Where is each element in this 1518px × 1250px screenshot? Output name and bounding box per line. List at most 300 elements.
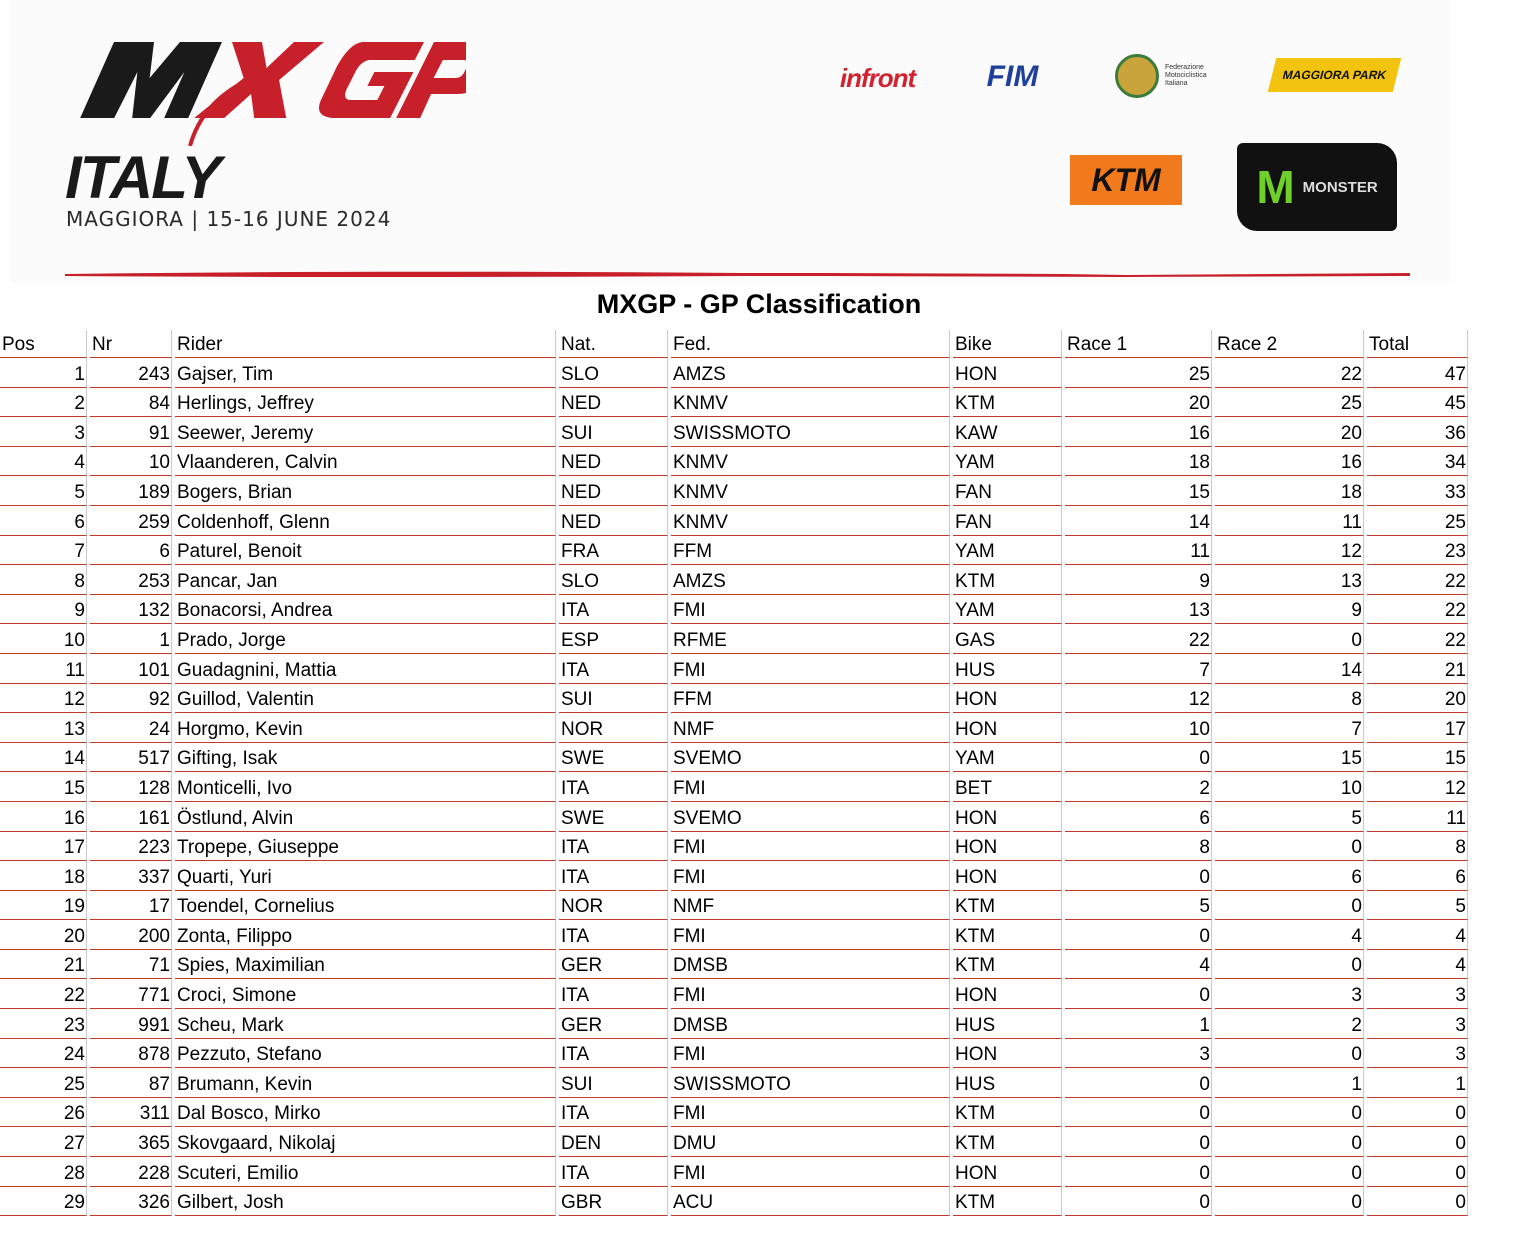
rider-cell: Seewer, Jeremy [175, 417, 556, 447]
pos-cell: 28 [0, 1157, 87, 1187]
nation-cell: GER [559, 950, 668, 980]
rider-cell: Toendel, Cornelius [175, 891, 556, 921]
rider-cell: Spies, Maximilian [175, 950, 556, 980]
federation-cell: AMZS [671, 565, 950, 595]
number-cell: 71 [90, 950, 172, 980]
total-cell: 3 [1367, 1009, 1468, 1039]
federation-cell: FMI [671, 979, 950, 1009]
number-cell: 10 [90, 447, 172, 477]
table-row [0, 1039, 1468, 1069]
number-cell: 1 [90, 624, 172, 654]
federation-cell: KNMV [671, 388, 950, 418]
race1-cell: 0 [1065, 1068, 1212, 1098]
pos-cell: 9 [0, 595, 87, 625]
nation-cell: ITA [559, 1098, 668, 1128]
table-row [0, 743, 1468, 773]
table-row [0, 654, 1468, 684]
pos-cell: 20 [0, 920, 87, 950]
federation-cell: KNMV [671, 506, 950, 536]
race2-cell: 18 [1215, 476, 1364, 506]
race2-cell: 0 [1215, 950, 1364, 980]
column-header: Race 2 [1215, 330, 1364, 358]
race2-cell: 11 [1215, 506, 1364, 536]
federation-cell: NMF [671, 713, 950, 743]
nation-cell: SUI [559, 417, 668, 447]
federation-cell: FFM [671, 684, 950, 714]
table-row [0, 1157, 1468, 1187]
bike-cell: YAM [953, 536, 1062, 566]
race2-cell: 0 [1215, 1039, 1364, 1069]
race2-cell: 25 [1215, 388, 1364, 418]
bike-cell: KAW [953, 417, 1062, 447]
table-row [0, 358, 1468, 388]
pos-cell: 22 [0, 979, 87, 1009]
table-row [0, 595, 1468, 625]
pos-cell: 8 [0, 565, 87, 595]
bike-cell: HON [953, 1039, 1062, 1069]
number-cell: 223 [90, 832, 172, 862]
total-cell: 0 [1367, 1127, 1468, 1157]
number-cell: 92 [90, 684, 172, 714]
table-row [0, 536, 1468, 566]
banner-divider-stripe [65, 270, 1410, 278]
monster-claw-icon: M [1256, 161, 1295, 213]
rider-cell: Herlings, Jeffrey [175, 388, 556, 418]
number-cell: 87 [90, 1068, 172, 1098]
table-row [0, 447, 1468, 477]
federation-cell: FMI [671, 654, 950, 684]
total-cell: 34 [1367, 447, 1468, 477]
nation-cell: GER [559, 1009, 668, 1039]
page-title: MXGP - GP Classification [596, 289, 922, 319]
nation-cell: SWE [559, 802, 668, 832]
pos-cell: 3 [0, 417, 87, 447]
rider-cell: Gilbert, Josh [175, 1187, 556, 1217]
pos-cell: 14 [0, 743, 87, 773]
bike-cell: BET [953, 772, 1062, 802]
table-row [0, 684, 1468, 714]
race1-cell: 20 [1065, 388, 1212, 418]
rider-cell: Skovgaard, Nikolaj [175, 1127, 556, 1157]
bike-cell: KTM [953, 1098, 1062, 1128]
number-cell: 189 [90, 476, 172, 506]
nation-cell: SUI [559, 684, 668, 714]
mxgp-logo [66, 28, 466, 146]
table-row [0, 979, 1468, 1009]
race1-cell: 4 [1065, 950, 1212, 980]
rider-cell: Tropepe, Giuseppe [175, 832, 556, 862]
race1-cell: 15 [1065, 476, 1212, 506]
pos-cell: 26 [0, 1098, 87, 1128]
race2-cell: 0 [1215, 891, 1364, 921]
rider-cell: Croci, Simone [175, 979, 556, 1009]
nation-cell: GBR [559, 1187, 668, 1217]
federation-cell: KNMV [671, 447, 950, 477]
pos-cell: 16 [0, 802, 87, 832]
total-cell: 15 [1367, 743, 1468, 773]
federation-cell: DMU [671, 1127, 950, 1157]
table-row [0, 624, 1468, 654]
number-cell: 6 [90, 536, 172, 566]
column-header: Fed. [671, 330, 950, 358]
event-venue-dates: MAGGIORA | 15-16 JUNE 2024 [66, 207, 392, 231]
nation-cell: SWE [559, 743, 668, 773]
total-cell: 3 [1367, 1039, 1468, 1069]
federation-cell: AMZS [671, 358, 950, 388]
race2-cell: 9 [1215, 595, 1364, 625]
bike-cell: KTM [953, 388, 1062, 418]
number-cell: 517 [90, 743, 172, 773]
number-cell: 128 [90, 772, 172, 802]
pos-cell: 24 [0, 1039, 87, 1069]
race2-cell: 16 [1215, 447, 1364, 477]
nation-cell: SUI [559, 1068, 668, 1098]
total-cell: 22 [1367, 565, 1468, 595]
race2-cell: 0 [1215, 1187, 1364, 1217]
nation-cell: ITA [559, 595, 668, 625]
number-cell: 365 [90, 1127, 172, 1157]
number-cell: 253 [90, 565, 172, 595]
nation-cell: NED [559, 506, 668, 536]
rider-cell: Gajser, Tim [175, 358, 556, 388]
bike-cell: KTM [953, 1187, 1062, 1217]
nation-cell: NED [559, 476, 668, 506]
number-cell: 84 [90, 388, 172, 418]
table-row [0, 713, 1468, 743]
race1-cell: 22 [1065, 624, 1212, 654]
pos-cell: 11 [0, 654, 87, 684]
table-row [0, 1127, 1468, 1157]
total-cell: 6 [1367, 861, 1468, 891]
pos-cell: 4 [0, 447, 87, 477]
federation-cell: RFME [671, 624, 950, 654]
race1-cell: 2 [1065, 772, 1212, 802]
race1-cell: 0 [1065, 1098, 1212, 1128]
rider-cell: Scheu, Mark [175, 1009, 556, 1039]
federation-cell: SVEMO [671, 802, 950, 832]
pos-cell: 13 [0, 713, 87, 743]
race1-cell: 3 [1065, 1039, 1212, 1069]
column-header: Nr [90, 330, 172, 358]
column-header: Nat. [559, 330, 668, 358]
number-cell: 243 [90, 358, 172, 388]
table-row [0, 920, 1468, 950]
bike-cell: YAM [953, 743, 1062, 773]
race1-cell: 9 [1065, 565, 1212, 595]
column-header: Rider [175, 330, 556, 358]
bike-cell: FAN [953, 506, 1062, 536]
bike-cell: HUS [953, 654, 1062, 684]
table-row [0, 772, 1468, 802]
nation-cell: ITA [559, 920, 668, 950]
total-cell: 22 [1367, 595, 1468, 625]
race2-cell: 0 [1215, 1098, 1364, 1128]
total-cell: 0 [1367, 1098, 1468, 1128]
nation-cell: DEN [559, 1127, 668, 1157]
race1-cell: 0 [1065, 920, 1212, 950]
federation-cell: FMI [671, 772, 950, 802]
number-cell: 311 [90, 1098, 172, 1128]
bike-cell: KTM [953, 950, 1062, 980]
race2-cell: 0 [1215, 1127, 1364, 1157]
total-cell: 20 [1367, 684, 1468, 714]
race1-cell: 16 [1065, 417, 1212, 447]
bike-cell: HON [953, 832, 1062, 862]
total-cell: 17 [1367, 713, 1468, 743]
rider-cell: Dal Bosco, Mirko [175, 1098, 556, 1128]
race1-cell: 0 [1065, 861, 1212, 891]
number-cell: 337 [90, 861, 172, 891]
pos-cell: 15 [0, 772, 87, 802]
table-row [0, 417, 1468, 447]
race2-cell: 2 [1215, 1009, 1364, 1039]
race1-cell: 0 [1065, 1157, 1212, 1187]
bike-cell: HON [953, 1157, 1062, 1187]
nation-cell: ITA [559, 654, 668, 684]
column-header: Bike [953, 330, 1062, 358]
total-cell: 12 [1367, 772, 1468, 802]
number-cell: 991 [90, 1009, 172, 1039]
bike-cell: KTM [953, 920, 1062, 950]
race2-cell: 0 [1215, 624, 1364, 654]
rider-cell: Guillod, Valentin [175, 684, 556, 714]
total-cell: 8 [1367, 832, 1468, 862]
number-cell: 101 [90, 654, 172, 684]
nation-cell: ESP [559, 624, 668, 654]
table-row [0, 832, 1468, 862]
total-cell: 4 [1367, 950, 1468, 980]
number-cell: 326 [90, 1187, 172, 1217]
federation-cell: SWISSMOTO [671, 1068, 950, 1098]
race1-cell: 13 [1065, 595, 1212, 625]
rider-cell: Bonacorsi, Andrea [175, 595, 556, 625]
bike-cell: HON [953, 713, 1062, 743]
nation-cell: ITA [559, 861, 668, 891]
rider-cell: Gifting, Isak [175, 743, 556, 773]
nation-cell: SLO [559, 565, 668, 595]
federation-cell: DMSB [671, 950, 950, 980]
rider-cell: Quarti, Yuri [175, 861, 556, 891]
total-cell: 3 [1367, 979, 1468, 1009]
nation-cell: ITA [559, 832, 668, 862]
race1-cell: 5 [1065, 891, 1212, 921]
column-header: Pos [0, 330, 87, 358]
race1-cell: 6 [1065, 802, 1212, 832]
total-cell: 21 [1367, 654, 1468, 684]
federation-cell: FMI [671, 1157, 950, 1187]
fmi-logo-text: Federazione Motociclistica Italiana [1165, 64, 1207, 87]
total-cell: 1 [1367, 1068, 1468, 1098]
number-cell: 200 [90, 920, 172, 950]
bike-cell: HON [953, 861, 1062, 891]
total-cell: 4 [1367, 920, 1468, 950]
rider-cell: Scuteri, Emilio [175, 1157, 556, 1187]
table-row [0, 1009, 1468, 1039]
infront-logo: infront [839, 62, 916, 93]
table-row [0, 388, 1468, 418]
nation-cell: ITA [559, 772, 668, 802]
rider-cell: Pezzuto, Stefano [175, 1039, 556, 1069]
table-row [0, 950, 1468, 980]
race1-cell: 0 [1065, 743, 1212, 773]
race2-cell: 12 [1215, 536, 1364, 566]
race1-cell: 12 [1065, 684, 1212, 714]
number-cell: 24 [90, 713, 172, 743]
number-cell: 259 [90, 506, 172, 536]
federation-cell: ACU [671, 1187, 950, 1217]
pos-cell: 5 [0, 476, 87, 506]
nation-cell: ITA [559, 1039, 668, 1069]
race2-cell: 14 [1215, 654, 1364, 684]
table-row [0, 891, 1468, 921]
bike-cell: FAN [953, 476, 1062, 506]
monster-logo-text: MONSTER [1302, 178, 1378, 196]
federation-cell: FMI [671, 1098, 950, 1128]
rider-cell: Vlaanderen, Calvin [175, 447, 556, 477]
fmi-seal-icon [1115, 54, 1159, 98]
fmi-logo [1108, 50, 1228, 102]
rider-cell: Guadagnini, Mattia [175, 654, 556, 684]
column-header: Total [1367, 330, 1468, 358]
bike-cell: HON [953, 979, 1062, 1009]
pos-cell: 10 [0, 624, 87, 654]
bike-cell: HON [953, 684, 1062, 714]
federation-cell: FMI [671, 832, 950, 862]
table-row [0, 565, 1468, 595]
rider-cell: Paturel, Benoit [175, 536, 556, 566]
pos-cell: 2 [0, 388, 87, 418]
table-header-row [0, 330, 1468, 358]
federation-cell: FMI [671, 595, 950, 625]
table-row [0, 861, 1468, 891]
nation-cell: NED [559, 447, 668, 477]
race2-cell: 1 [1215, 1068, 1364, 1098]
bike-cell: KTM [953, 1127, 1062, 1157]
nation-cell: SLO [559, 358, 668, 388]
federation-cell: NMF [671, 891, 950, 921]
number-cell: 161 [90, 802, 172, 832]
total-cell: 47 [1367, 358, 1468, 388]
race1-cell: 18 [1065, 447, 1212, 477]
nation-cell: NOR [559, 891, 668, 921]
nation-cell: NOR [559, 713, 668, 743]
race1-cell: 0 [1065, 979, 1212, 1009]
rider-cell: Brumann, Kevin [175, 1068, 556, 1098]
federation-cell: KNMV [671, 476, 950, 506]
rider-cell: Östlund, Alvin [175, 802, 556, 832]
pos-cell: 29 [0, 1187, 87, 1217]
total-cell: 0 [1367, 1157, 1468, 1187]
total-cell: 5 [1367, 891, 1468, 921]
race2-cell: 3 [1215, 979, 1364, 1009]
total-cell: 25 [1367, 506, 1468, 536]
bike-cell: HUS [953, 1068, 1062, 1098]
federation-cell: SWISSMOTO [671, 417, 950, 447]
race2-cell: 8 [1215, 684, 1364, 714]
pos-cell: 6 [0, 506, 87, 536]
race2-cell: 7 [1215, 713, 1364, 743]
race1-cell: 1 [1065, 1009, 1212, 1039]
federation-cell: FMI [671, 920, 950, 950]
number-cell: 91 [90, 417, 172, 447]
race1-cell: 0 [1065, 1187, 1212, 1217]
race1-cell: 8 [1065, 832, 1212, 862]
number-cell: 228 [90, 1157, 172, 1187]
rider-cell: Monticelli, Ivo [175, 772, 556, 802]
total-cell: 36 [1367, 417, 1468, 447]
race2-cell: 22 [1215, 358, 1364, 388]
race2-cell: 10 [1215, 772, 1364, 802]
nation-cell: NED [559, 388, 668, 418]
race1-cell: 14 [1065, 506, 1212, 536]
race1-cell: 10 [1065, 713, 1212, 743]
rider-cell: Pancar, Jan [175, 565, 556, 595]
nation-cell: FRA [559, 536, 668, 566]
bike-cell: YAM [953, 595, 1062, 625]
column-header: Race 1 [1065, 330, 1212, 358]
nation-cell: ITA [559, 1157, 668, 1187]
table-row [0, 506, 1468, 536]
bike-cell: HON [953, 802, 1062, 832]
bike-cell: KTM [953, 891, 1062, 921]
total-cell: 22 [1367, 624, 1468, 654]
total-cell: 11 [1367, 802, 1468, 832]
table-row [0, 1098, 1468, 1128]
federation-cell: FMI [671, 1039, 950, 1069]
total-cell: 0 [1367, 1187, 1468, 1217]
table-body [0, 358, 1468, 1216]
rider-cell: Coldenhoff, Glenn [175, 506, 556, 536]
event-banner [10, 0, 1450, 283]
table-row [0, 476, 1468, 506]
bike-cell: KTM [953, 565, 1062, 595]
race2-cell: 6 [1215, 861, 1364, 891]
race2-cell: 0 [1215, 832, 1364, 862]
race1-cell: 25 [1065, 358, 1212, 388]
number-cell: 771 [90, 979, 172, 1009]
number-cell: 132 [90, 595, 172, 625]
race1-cell: 0 [1065, 1127, 1212, 1157]
total-cell: 33 [1367, 476, 1468, 506]
monster-energy-logo [1237, 143, 1397, 231]
pos-cell: 25 [0, 1068, 87, 1098]
rider-cell: Bogers, Brian [175, 476, 556, 506]
race2-cell: 13 [1215, 565, 1364, 595]
federation-cell: DMSB [671, 1009, 950, 1039]
pos-cell: 7 [0, 536, 87, 566]
maggiora-park-logo: MAGGIORA PARK [1268, 58, 1401, 92]
rider-cell: Horgmo, Kevin [175, 713, 556, 743]
race2-cell: 0 [1215, 1157, 1364, 1187]
bike-cell: HUS [953, 1009, 1062, 1039]
race2-cell: 4 [1215, 920, 1364, 950]
pos-cell: 18 [0, 861, 87, 891]
race2-cell: 20 [1215, 417, 1364, 447]
nation-cell: ITA [559, 979, 668, 1009]
pos-cell: 23 [0, 1009, 87, 1039]
federation-cell: SVEMO [671, 743, 950, 773]
classification-table [0, 330, 1471, 1216]
rider-cell: Zonta, Filippo [175, 920, 556, 950]
federation-cell: FMI [671, 861, 950, 891]
bike-cell: HON [953, 358, 1062, 388]
pos-cell: 19 [0, 891, 87, 921]
bike-cell: YAM [953, 447, 1062, 477]
race1-cell: 11 [1065, 536, 1212, 566]
event-country: ITALY [65, 144, 220, 211]
total-cell: 45 [1367, 388, 1468, 418]
table-row [0, 1187, 1468, 1217]
